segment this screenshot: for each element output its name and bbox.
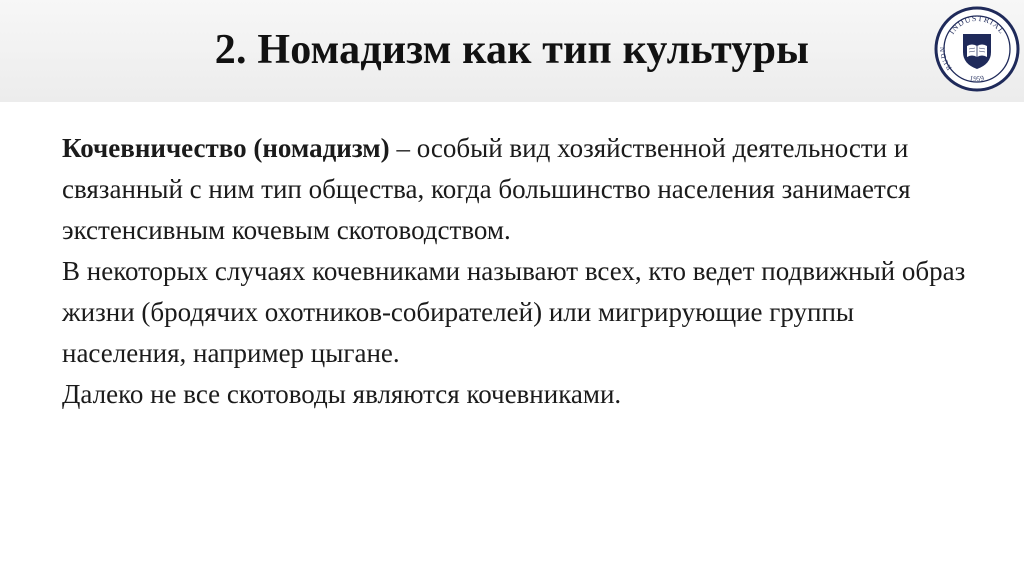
- definition-text: – особый вид хозяйственной деятельности и связанный с ним тип общества, когда большинство населения занимается экстенсивным кочевым скотоводством.: [62, 133, 911, 245]
- herders-note-paragraph: Далеко не все скотоводы являются кочевниками.: [62, 379, 622, 409]
- seal-text-top: INDUSTRIAL: [947, 13, 1007, 36]
- seal-year: 1959: [968, 74, 986, 84]
- slide-title: 2. Номадизм как тип культуры: [214, 27, 810, 73]
- institute-seal-logo: [934, 6, 1020, 92]
- slide-body: [62, 128, 972, 415]
- definition-paragraph: [62, 128, 972, 251]
- seal-text-left: RUDN: [938, 45, 954, 72]
- svg-text:1959: [969, 74, 986, 83]
- nomads-usage-paragraph: В некоторых случаях кочевниками называют всех, кто ведет подвижный образ жизни (бродячих охотников-собирателей) или мигрирующие группы населения, например цыгане.: [62, 256, 966, 368]
- seal-book-icon: [967, 45, 977, 58]
- definition-term: Кочевничество (номадизм): [62, 133, 390, 163]
